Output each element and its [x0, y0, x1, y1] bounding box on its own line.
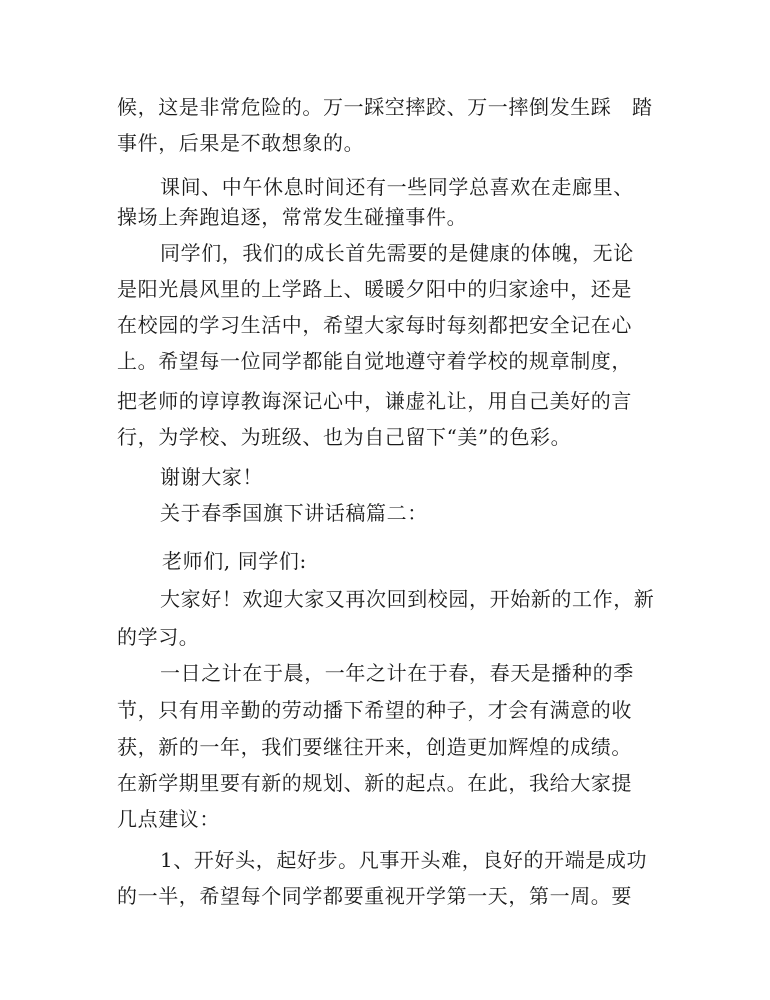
- text-line: 在校园的学习生活中，希望大家每时每刻都把安全记在心: [117, 313, 632, 337]
- text-line: 1、开好头，起好步。凡事开头难，良好的开端是成功: [160, 848, 648, 872]
- text-line: 一日之计在于晨，一年之计在于春，春天是播种的季: [160, 661, 634, 685]
- section-heading: 关于春季国旗下讲话稿篇二：: [160, 501, 428, 525]
- text-line: 几点建议：: [117, 807, 220, 831]
- text-line: 是阳光晨风里的上学路上、暖暖夕阳中的归家途中，还是: [117, 277, 632, 301]
- text-line: 的一半，希望每个同学都要重视开学第一天，第一周。要: [117, 884, 632, 908]
- text-line: 节，只有用辛勤的劳动播下希望的种子，才会有满意的收: [117, 698, 632, 722]
- text-line: 候，这是非常危险的。万一踩空摔跤、万一摔倒发生踩 踏: [117, 95, 653, 119]
- text-line: 行，为学校、为班级、也为自己留下“美”的色彩。: [117, 425, 572, 449]
- text-line: 同学们，我们的成长首先需要的是健康的体魄，无论: [160, 241, 634, 265]
- text-line: 在新学期里要有新的规划、新的起点。在此，我给大家提: [117, 771, 632, 795]
- text-line: 的学习。: [117, 625, 200, 649]
- text-line: 大家好！欢迎大家又再次回到校园，开始新的工作，新: [160, 587, 655, 611]
- text-line: 事件，后果是不敢想象的。: [117, 131, 365, 155]
- text-line: 上。希望每一位同学都能自觉地遵守着学校的规章制度，: [117, 349, 632, 373]
- text-line: 获，新的一年，我们要继往开来，创造更加辉煌的成绩。: [117, 735, 632, 759]
- text-line: 把老师的谆谆教诲深记心中，谦虚礼让，用自己美好的言: [117, 389, 632, 413]
- text-line: 谢谢大家！: [160, 465, 263, 489]
- salutation: 老师们, 同学们:: [162, 549, 307, 573]
- text-line: 课间、中午休息时间还有一些同学总喜欢在走廊里、: [160, 175, 634, 199]
- text-line: 操场上奔跑追逐，常常发生碰撞事件。: [117, 205, 468, 229]
